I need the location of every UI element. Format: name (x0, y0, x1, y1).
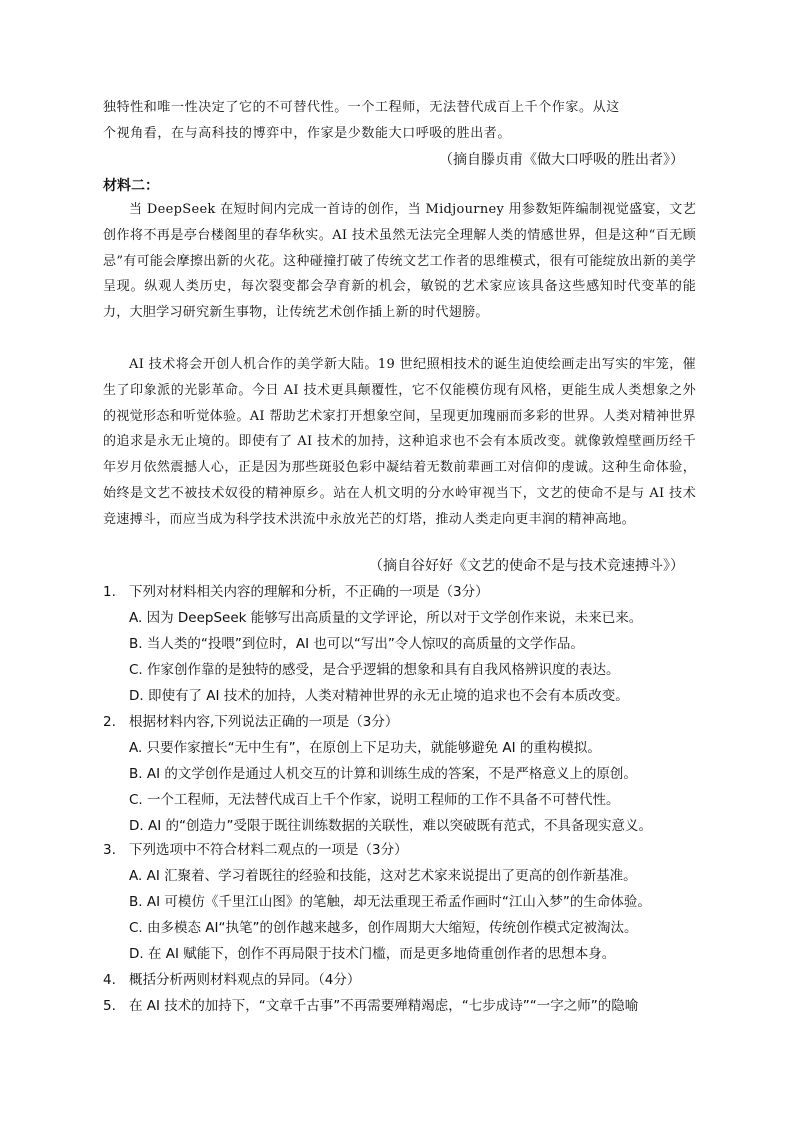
question-text: 下列对材料相关内容的理解和分析，不正确的一项是（3分） (129, 584, 489, 600)
question-number: 5. (103, 998, 116, 1014)
question-3-option-d: D. 在 AI 赋能下，创作不再局限于技术门槛，而是更多地倚重创作者的思想本身。 (129, 946, 616, 962)
material2-paragraph-2: AI 技术将会开创人机合作的美学新大陆。19 世纪照相技术的诞生迫使绘画走出写实的牢笼，催生了印象派的光影革命。今日 AI 技术更具颠覆性，它不仅能模仿现有风格，更能生成人类想象之外的视觉形态和听觉体验。AI 帮助艺术家打开想象空间，呈现更加瑰丽而多彩的世界。人类对精神世界的追求是永无止境的。即使有了 AI 技术的加持，这种追求也不会有本质改变。就像敦煌壁画历经千年岁月依然震撼人心，正是因为那些斑驳色彩中凝结着无数前辈画工对信仰的虔诚。这种生命体验，始终是文艺不被技术奴役的精神原乡。站在人机文明的分水岭审视当下，文艺的使命不是与 AI 技术竞速搏斗，而应当成为科学技术洪流中永放光芒的灯塔，推动人类走向更丰润的精神高地。 (103, 357, 696, 527)
question-3-option-a: A. AI 汇聚着、学习着既往的经验和技能，这对艺术家来说提出了更高的创作新基准。 (129, 868, 637, 884)
question-1 (103, 582, 489, 602)
question-1-option-d: D. 即使有了 AI 技术的加持，人类对精神世界的永无止境的追求也不会有本质改变。 (129, 688, 629, 704)
question-text: 概括分析两则材料观点的异同。（4分） (129, 972, 361, 988)
question-1-option-a: A. 因为 DeepSeek 能够写出高质量的文学评论，所以对于文学创作来说，未来已来。 (129, 610, 643, 626)
question-3-option-c: C. 由多模态 AI“执笔”的创作越来越多，创作周期大大缩短，传统创作模式定被淘汰。 (129, 920, 638, 936)
question-2 (103, 712, 398, 732)
question-2-option-a: A. 只要作家擅长“无中生有”，在原创上下足功夫，就能够避免 AI 的重构模拟。 (129, 740, 601, 756)
question-number: 3. (103, 842, 116, 858)
question-2-option-b: B. AI 的文学创作是通过人机交互的计算和训练生成的答案，不是严格意义上的原创。 (129, 766, 637, 782)
material2-heading: 材料二： (103, 178, 159, 194)
material1-tail-line-2: 个视角看，在与高科技的博弈中，作家是少数能大口呼吸的胜出者。 (103, 126, 512, 141)
question-1-option-b: B. 当人类的“投喂”到位时，AI 也可以“写出”令人惊叹的高质量的文学作品。 (129, 636, 584, 652)
material1-tail-line-1: 独特性和唯一性决定了它的不可替代性。一个工程师，无法替代成百上千个作家。从这 (103, 100, 620, 115)
question-number: 4. (103, 972, 116, 988)
question-text: 根据材料内容,下列说法正确的一项是（3分） (129, 714, 399, 730)
question-3-option-b: B. AI 可模仿《千里江山图》的笔触，却无法重现王希孟作画时“江山入梦”的生命体验。 (129, 894, 651, 910)
material2-source: （摘自谷好好《文艺的使命不是与技术竞速搏斗》） (369, 558, 684, 574)
question-5 (103, 996, 638, 1016)
question-1-option-c: C. 作家创作靠的是独特的感受，是合乎逻辑的想象和具有自我风格辨识度的表达。 (129, 662, 620, 678)
material2-paragraph-1: 当 DeepSeek 在短时间内完成一首诗的创作，当 Midjourney 用参数矩阵编制视觉盛宴，文艺创作将不再是亭台楼阁里的春华秋实。AI 技术虽然无法完全理解人类的情感世界，但是这种“百无顾忌”有可能会摩擦出新的火花。这种碰撞打破了传统文艺工作者的思维模式，很有可能绽放出新的美学呈现。纵观人类历史，每次裂变都会孕育新的机会，敏锐的艺术家应该具备这些感知时代变革的能力，大胆学习研究新生事物，让传统艺术创作插上新的时代翅膀。 (103, 202, 696, 321)
material1-source: （摘自滕贞甫《做大口呼吸的胜出者》） (439, 152, 684, 168)
question-number: 2. (103, 714, 116, 730)
question-number: 1. (103, 584, 116, 600)
question-text: 下列选项中不符合材料二观点的一项是（3分） (129, 842, 408, 858)
question-2-option-c: C. 一个工程师，无法替代成百上千个作家，说明工程师的工作不具备不可替代性。 (129, 792, 620, 808)
question-2-option-d: D. AI 的“创造力”受限于既往训练数据的关联性，难以突破既有范式，不具备现实意义。 (129, 818, 652, 834)
question-4 (103, 970, 360, 990)
question-3 (103, 840, 408, 860)
question-text: 在 AI 技术的加持下，“文章千古事”不再需要殚精竭虑，“七步成诗”“一字之师”的隐喻 (129, 998, 639, 1014)
